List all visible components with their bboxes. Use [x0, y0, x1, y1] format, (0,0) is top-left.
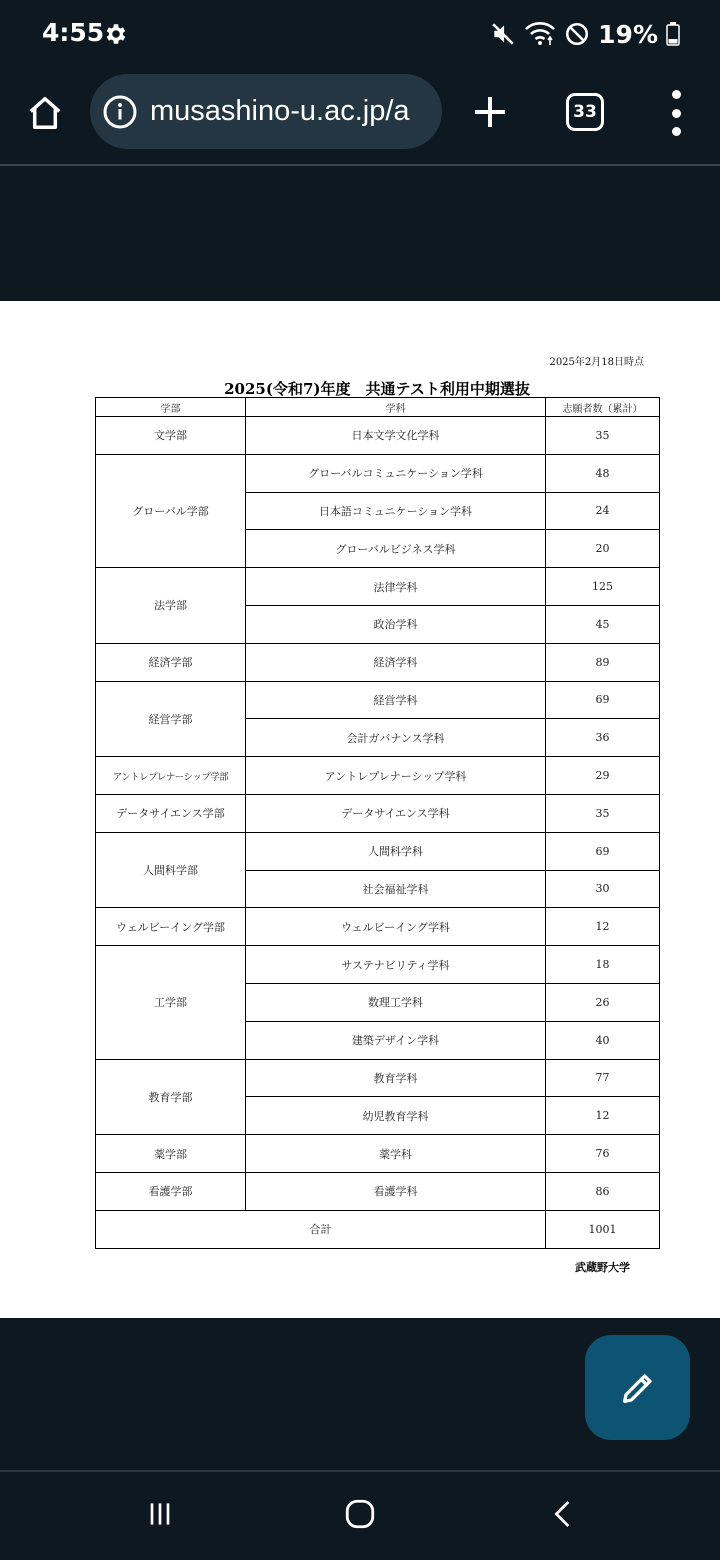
table-row — [96, 757, 660, 795]
count-cell: 77 — [546, 1059, 660, 1097]
recents-icon — [144, 1498, 176, 1530]
count-cell: 40 — [546, 1021, 660, 1059]
faculty-cell: 薬学部 — [96, 1135, 246, 1173]
department-cell: 経営学科 — [246, 681, 546, 719]
table-row — [96, 417, 660, 455]
faculty-cell: ウェルビーイング学部 — [96, 908, 246, 946]
do-not-disturb-icon — [564, 21, 590, 47]
department-cell: 数理工学科 — [246, 983, 546, 1021]
back-button[interactable] — [538, 1494, 588, 1534]
department-cell: サステナビリティ学科 — [246, 946, 546, 984]
count-cell: 69 — [546, 681, 660, 719]
edit-fab-button[interactable] — [585, 1335, 690, 1440]
faculty-cell: 人間科学部 — [96, 832, 246, 908]
battery-percent: 19% — [598, 19, 658, 49]
count-cell: 69 — [546, 832, 660, 870]
table-row — [96, 794, 660, 832]
header-department: 学科 — [246, 398, 546, 417]
department-cell: 社会福祉学科 — [246, 870, 546, 908]
tab-switcher-button[interactable] — [566, 93, 604, 131]
info-icon[interactable] — [102, 94, 138, 130]
department-cell: 幼児教育学科 — [246, 1097, 546, 1135]
tab-count: 33 — [573, 102, 597, 122]
total-count: 1001 — [546, 1210, 660, 1248]
count-cell: 45 — [546, 605, 660, 643]
count-cell: 35 — [546, 794, 660, 832]
document-footer: 武蔵野大学 — [575, 1261, 630, 1274]
faculty-cell: 経済学部 — [96, 643, 246, 681]
department-cell: 政治学科 — [246, 605, 546, 643]
more-vert-icon[interactable] — [664, 90, 688, 136]
table-header-row — [96, 398, 660, 417]
url-text[interactable]: musashino-u.ac.jp/a — [150, 95, 410, 127]
count-cell: 18 — [546, 946, 660, 984]
table-row — [96, 832, 660, 870]
department-cell: グローバルコミュニケーション学科 — [246, 454, 546, 492]
recents-button[interactable] — [135, 1494, 185, 1534]
home-button[interactable] — [22, 90, 68, 136]
table-row — [96, 946, 660, 984]
status-bar — [0, 0, 720, 68]
faculty-cell: 文学部 — [96, 417, 246, 455]
faculty-cell: 看護学部 — [96, 1172, 246, 1210]
count-cell: 48 — [546, 454, 660, 492]
count-cell: 36 — [546, 719, 660, 757]
department-cell: 看護学科 — [246, 1172, 546, 1210]
battery-icon — [666, 22, 680, 46]
table-row — [96, 908, 660, 946]
home-nav-button[interactable] — [335, 1494, 385, 1534]
count-cell: 26 — [546, 983, 660, 1021]
department-cell: 法律学科 — [246, 568, 546, 606]
home-nav-icon — [343, 1497, 377, 1531]
table-row — [96, 454, 660, 492]
faculty-cell: 教育学部 — [96, 1059, 246, 1135]
department-cell: 人間科学科 — [246, 832, 546, 870]
plus-icon[interactable] — [470, 92, 510, 132]
faculty-cell: アントレプレナーシップ学部 — [96, 757, 246, 795]
department-cell: 薬学科 — [246, 1135, 546, 1173]
total-row — [96, 1210, 660, 1248]
table-row — [96, 1059, 660, 1097]
count-cell: 24 — [546, 492, 660, 530]
count-cell: 29 — [546, 757, 660, 795]
count-cell: 125 — [546, 568, 660, 606]
table-row — [96, 681, 660, 719]
count-cell: 30 — [546, 870, 660, 908]
count-cell: 12 — [546, 908, 660, 946]
browser-toolbar — [0, 68, 720, 164]
department-cell: 建築デザイン学科 — [246, 1021, 546, 1059]
faculty-cell: 法学部 — [96, 568, 246, 644]
document-date: 2025年2月18日時点 — [549, 357, 644, 368]
table-row — [96, 643, 660, 681]
faculty-cell: データサイエンス学部 — [96, 794, 246, 832]
department-cell: 日本語コミュニケーション学科 — [246, 492, 546, 530]
count-cell: 76 — [546, 1135, 660, 1173]
department-cell: 会計ガバナンス学科 — [246, 719, 546, 757]
faculty-cell: 経営学部 — [96, 681, 246, 757]
department-cell: 日本文学文化学科 — [246, 417, 546, 455]
gear-icon — [103, 21, 129, 47]
document-title: 2025(令和7)年度 共通テスト利用中期選抜 — [224, 380, 530, 398]
department-cell: データサイエンス学科 — [246, 794, 546, 832]
count-cell: 20 — [546, 530, 660, 568]
table-row — [96, 1135, 660, 1173]
department-cell: アントレプレナーシップ学科 — [246, 757, 546, 795]
count-cell: 35 — [546, 417, 660, 455]
pencil-icon — [618, 1368, 658, 1408]
count-cell: 89 — [546, 643, 660, 681]
home-icon — [26, 94, 64, 132]
status-icons — [490, 18, 680, 50]
status-time: 4:55 — [42, 18, 105, 47]
count-cell: 12 — [546, 1097, 660, 1135]
back-icon — [547, 1498, 579, 1530]
toolbar-divider — [0, 164, 720, 166]
department-cell: グローバルビジネス学科 — [246, 530, 546, 568]
table-row — [96, 568, 660, 606]
system-nav-bar — [0, 1472, 720, 1560]
header-faculty: 学部 — [96, 398, 246, 417]
faculty-cell: グローバル学部 — [96, 454, 246, 567]
pdf-page — [0, 301, 720, 1318]
department-cell: 教育学科 — [246, 1059, 546, 1097]
count-cell: 86 — [546, 1172, 660, 1210]
mute-icon — [490, 21, 516, 47]
department-cell: ウェルビーイング学科 — [246, 908, 546, 946]
url-bar[interactable] — [90, 74, 442, 149]
faculty-cell: 工学部 — [96, 946, 246, 1059]
table-row — [96, 1172, 660, 1210]
wifi-icon — [524, 20, 556, 48]
department-cell: 経済学科 — [246, 643, 546, 681]
total-label: 合計 — [96, 1210, 546, 1248]
header-count: 志願者数（累計） — [546, 398, 660, 417]
applicants-table — [95, 397, 660, 1249]
